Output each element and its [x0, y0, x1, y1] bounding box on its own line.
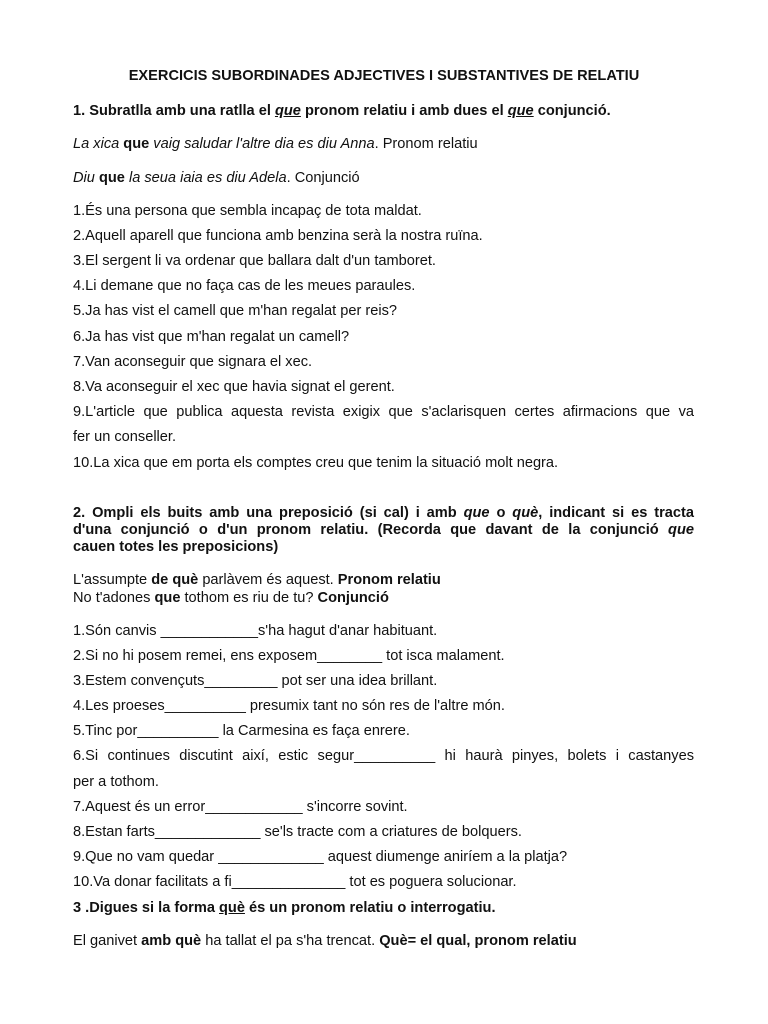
exercise-1-item: 4.Li demane que no faça cas de les meues paraules.: [73, 278, 416, 294]
exercise-1-example-conjunction: Diu que la seua iaia es diu Adela. Conjunció: [73, 170, 360, 186]
exercise-3-example: El ganivet amb què ha tallat el pa s'ha trencat. Què= el qual, pronom relatiu: [73, 933, 577, 949]
exercise-1-item-continuation: fer un conseller.: [73, 429, 177, 445]
exercise-2-item: 9.Que no vam quedar _____________ aquest diumenge aniríem a la platja?: [73, 849, 568, 865]
exercise-2-item: 5.Tinc por__________ la Carmesina es faça enrere.: [73, 723, 410, 739]
exercise-2-example-conjunction: No t'adones que tothom es riu de tu? Conjunció: [73, 590, 389, 606]
exercise-2-item: 2.Si no hi posem remei, ens exposem________ tot isca malament.: [73, 648, 505, 664]
exercise-1-item: 9.L'article que publica aquesta revista exigix que s'aclarisquen certes afirmacions que va: [73, 404, 694, 420]
exercise-2-heading-line-3: cauen totes les preposicions): [73, 539, 279, 555]
exercise-1-item: 5.Ja has vist el camell que m'han regalat per reis?: [73, 303, 398, 319]
exercise-1-item: 7.Van aconseguir que signara el xec.: [73, 354, 313, 370]
exercise-3-heading: 3 .Digues si la forma què és un pronom relatiu o interrogatiu.: [73, 900, 496, 916]
exercise-1-item: 10.La xica que em porta els comptes creu que tenim la situació molt negra.: [73, 455, 559, 471]
exercise-1-item: 2.Aquell aparell que funciona amb benzina serà la nostra ruïna.: [73, 228, 483, 244]
exercise-2-item: 8.Estan farts_____________ se'ls tracte com a criatures de bolquers.: [73, 824, 522, 840]
exercise-2-heading-line-2: d'una conjunció o d'un pronom relatiu. (Recorda que davant de la conjunció que: [73, 522, 694, 538]
exercise-2-item: 6.Si continues discutint així, estic segur__________ hi haurà pinyes, bolets i castanyes: [73, 748, 694, 764]
exercise-2-item: 4.Les proeses__________ presumix tant no són res de l'altre món.: [73, 698, 505, 714]
exercise-2-item: 1.Són canvis ____________s'ha hagut d'anar habituant.: [73, 623, 438, 639]
exercise-2-heading-line-1: 2. Ompli els buits amb una preposició (si cal) i amb que o què, indicant si es tracta: [73, 505, 694, 521]
exercise-1-heading: 1. Subratlla amb una ratlla el que pronom relatiu i amb dues el que conjunció.: [73, 103, 611, 119]
exercise-1-example-relative: La xica que vaig saludar l'altre dia es diu Anna. Pronom relatiu: [73, 136, 478, 152]
exercise-2-item: 3.Estem convençuts_________ pot ser una idea brillant.: [73, 673, 438, 689]
exercise-1-item: 6.Ja has vist que m'han regalat un camell?: [73, 329, 350, 345]
document-title: EXERCICIS SUBORDINADES ADJECTIVES I SUBSTANTIVES DE RELATIU: [128, 68, 640, 84]
exercise-1-item: 3.El sergent li va ordenar que ballara dalt d'un tamboret.: [73, 253, 436, 269]
exercise-1-item: 1.És una persona que sembla incapaç de tota maldat.: [73, 203, 422, 219]
exercise-2-item-continuation: per a tothom.: [73, 774, 159, 790]
exercise-2-item: 10.Va donar facilitats a fi______________ tot es poguera solucionar.: [73, 874, 517, 890]
exercise-1-item: 8.Va aconseguir el xec que havia signat el gerent.: [73, 379, 395, 395]
exercise-2-example-relative: L'assumpte de què parlàvem és aquest. Pronom relatiu: [73, 572, 441, 588]
exercise-2-item: 7.Aquest és un error____________ s'incorre sovint.: [73, 799, 408, 815]
